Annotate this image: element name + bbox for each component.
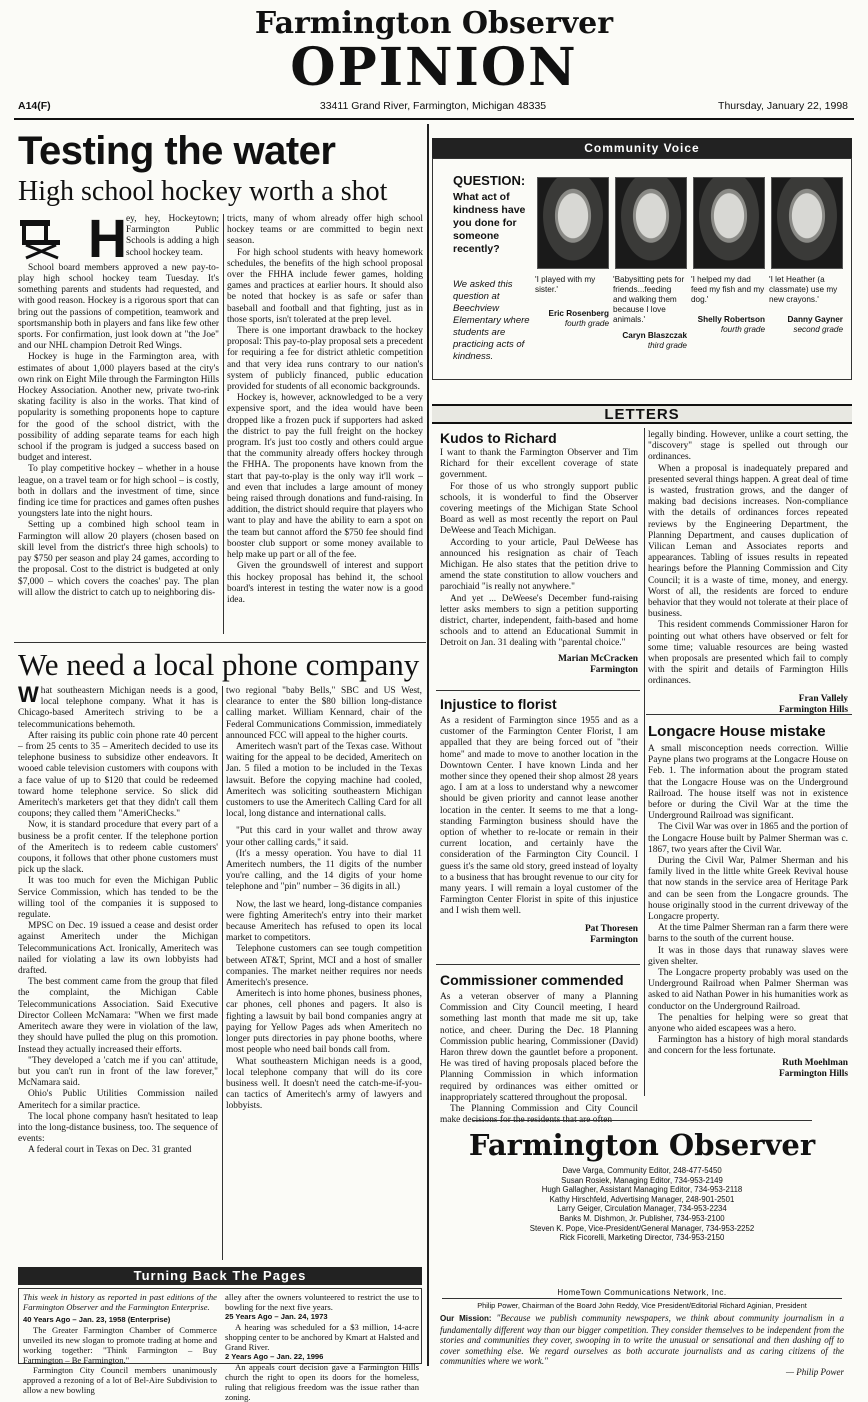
community-voice-banner: Community Voice bbox=[432, 138, 852, 158]
staff-line: Susan Rosiek, Managing Editor, 734-953-2149 bbox=[561, 1175, 723, 1185]
letter-continued bbox=[648, 430, 848, 715]
page-number: A14(F) bbox=[18, 100, 51, 112]
paragraph: At the time Palmer Sherman ran a farm there were barns to the south of the current house. bbox=[648, 923, 848, 945]
kid-grade: third grade bbox=[647, 341, 687, 350]
paragraph: After raising its public coin phone rate 40 percent – from 25 cents to 35 – Ameritech decided to use its telephone business to subsidize other endeavors. It wooed cable television customers with coupons with a face value of up to $120 that could be redeemed toward home telephone service. So slick did Ameritech's marketers get that they didn't call them coupons; they called them "AmeriChecks." bbox=[18, 730, 218, 820]
paragraph: The Civil War was over in 1865 and the portion of the Longacre House built by Palmer Sherman was c. 1867, two years after the Civil War. bbox=[648, 822, 848, 855]
kid-name: Caryn Blaszczak bbox=[622, 331, 687, 340]
staff-line: Hugh Gallagher, Assistant Managing Editor, 734-953-2118 bbox=[541, 1185, 743, 1195]
paragraph: The best comment came from the group that filed the complaint, the Michigan Cable Telecommunications Association. Said Executive Director Colleen McNamara: "When we first made Ameritech aware they were in violation of the law, they should have pulled the plug on this promotion. Instead they actually increased their efforts. bbox=[18, 977, 218, 1055]
masthead-rule bbox=[14, 118, 854, 120]
staff-line: Steven K. Pope, Vice-President/General Manager, 734-953-2252 bbox=[529, 1223, 755, 1233]
letter-commissioner bbox=[440, 992, 638, 1126]
issue-date: Thursday, January 22, 1998 bbox=[718, 100, 848, 112]
paragraph: To play competitive hockey – whether in a house league, on a travel team or for high school – is costly, both in dollars and the investment of time, since finding ice time for practices and games often pushes youngsters late into the night hours. bbox=[18, 464, 219, 520]
staff-line: Banks M. Dishmon, Jr. Publisher, 734-953-2100 bbox=[559, 1213, 725, 1223]
paragraph: According to your article, Paul DeWeese has announced his resignation as chair of Teach Michigan. He also states that the petition drive to amend the state constitution to allow vouchers and parochiaid "is really not anywhere." bbox=[440, 537, 638, 593]
turning-back-column-2 bbox=[225, 1292, 419, 1402]
editorial-subhead: High school hockey worth a shot bbox=[18, 176, 388, 207]
drop-cap: H bbox=[88, 209, 127, 269]
letter-divider bbox=[436, 690, 640, 691]
paragraph: There is one important drawback to the hockey proposal: This pay-to-play proposal sets a precedent for requiring a fee for district athletic competition and that very idea runs contrary to our nation's system of publicly financed, public education provided for students of all economic backgrounds. bbox=[227, 326, 423, 393]
kid-photo bbox=[615, 177, 687, 269]
paragraph: MPSC on Dec. 19 issued a cease and desist order against Ameritech under the Michigan Telecommunications Act. Ironically, Ameritech was nailed for violating a law its own lobbyists had drafted. bbox=[18, 921, 218, 977]
observer-logo: Farmington Observer bbox=[468, 1128, 816, 1162]
column-divider bbox=[222, 686, 223, 1260]
question-label: QUESTION: bbox=[453, 173, 526, 188]
column-divider bbox=[223, 214, 224, 634]
letter-divider bbox=[646, 714, 852, 715]
paragraph: When a proposal is inadequately prepared and presented several things happen. A great deal of time is wasted, frustration grows, and the danger of making bad decisions increases. Non-compliance with the details of ordinances forces repeated reviews by the Engineering Department, the Planning Department, and causes duplication of Vilican Leman and Associates reports and appearances. Tabling of issues results in repeated hearings before the Planning Commission and City Council; it is a waste of time, money, and energy. Worst of all, the residents are forced to endure behavior that they would not tolerate at their place of business. bbox=[648, 463, 848, 620]
paragraph: The penalties for helping were so great that anyone who aided escapees was a hero. bbox=[648, 1012, 848, 1035]
editorial-column-1 bbox=[18, 209, 219, 636]
phone-column-1 bbox=[18, 682, 218, 1262]
paragraph: Farmington City Council members unanimously approved a rezoning of a lot of Bel-Aire Subdivision to allow a new bowling bbox=[23, 1365, 217, 1395]
kid-name: Shelly Robertson bbox=[697, 315, 765, 324]
paragraph: A hearing was scheduled for a $3 million, 14-acre shopping center to be anchored by Kmart at Halsted and Grand River. bbox=[225, 1322, 419, 1352]
paragraph: Hockey is, however, acknowledged to be a very expensive sport, and the idea would have been dropped like a frozen puck if supporters had asked the district to pay the full freight on the hockey program. It's just too costly and others could argue that the community already offers hockey through the FHHA. The proponents have known from the start that pay-to-play is the only way it'll work – and even that includes a large amount of money being raised through donations and fund-raising. In addition, the district should require that players who want to play and have the ability to earn a spot on the team but cannot afford the $750 fee should find booster club support or some money available to help make up part or all of the fee. bbox=[227, 393, 423, 561]
paragraph: The Planning Commission and City Council make decisions for the residents that are often bbox=[440, 1104, 638, 1126]
letter-signature: Ruth Moehlman bbox=[782, 1057, 848, 1068]
question-text: What act of kindness have you done for someone recently? bbox=[453, 191, 526, 255]
letter-headline: Longacre House mistake bbox=[648, 723, 826, 740]
paragraph: An appeals court decision gave a Farmington Hills church the right to open its doors for the homeless, ruling that religious freedom was the issue rather than zoning. bbox=[225, 1362, 419, 1402]
staff-line: Dave Varga, Community Editor, 248-477-5450 bbox=[562, 1166, 722, 1175]
phone-headline: We need a local phone company bbox=[18, 647, 420, 682]
paragraph: Now, it is standard procedure that every part of a business be a profit center. If the telephone portion of the Ameritech is to redeem cable customers' coupons, it follows that other phone customers must pick up the slack. bbox=[18, 820, 218, 876]
letter-signature-place: Farmington Hills bbox=[778, 704, 848, 715]
paragraph: I want to thank the Farmington Observer and Tim Richard for their excellent coverage of state government. bbox=[440, 448, 638, 481]
kid-response bbox=[769, 275, 843, 335]
paragraph: During the Civil War, Palmer Sherman and his family lived in the little white Greek Revival house that now stands in the service area of Heritage Park and can be seen from the Longacre grounds. The house originally stood in the current driveway of the Longacre property. bbox=[648, 856, 848, 923]
kid-quote-text: 'I let Heather (a classmate) use my new crayons.' bbox=[769, 275, 838, 304]
paragraph: Telephone customers can see tough competition between AT&T, Sprint, MCI and a host of smaller companies. The market neither requires nor needs Ameritech's presence. bbox=[226, 944, 422, 989]
section-title: OPINION bbox=[290, 37, 578, 98]
editorial-headline: Testing the water bbox=[18, 129, 336, 173]
paragraph bbox=[18, 682, 218, 731]
letter-signature: Marian McCracken bbox=[558, 653, 638, 664]
paragraph: Setting up a combined high school team in Farmington will allow 20 players (chosen based on skill level from the district's three high schools) to pay $750 per season and play 24 games, according to the proposal. Cost to the district is budgeted at only $7,000 – which covers the coaches' pay. The plan will allow the district to catch up to neighboring dis- bbox=[18, 520, 219, 598]
paragraph: School board members approved a new pay-to-play high school hockey team Tuesday. It's something parents and students had requested, and with good reason. Hockey is a rigorous sport that can bring out the passions of competition, teamwork and sportsmanship both in players and fans like few other sports. For confirmation, just look down at "the Joe" and our NHL champion Detroit Red Wings. bbox=[18, 262, 219, 352]
history-heading: 40 Years Ago – Jan. 23, 1958 (Enterprise) bbox=[23, 1315, 171, 1324]
kid-photo bbox=[771, 177, 843, 269]
staff-line: Kathy Hirschfeld, Advertising Manager, 248-901-2501 bbox=[549, 1194, 735, 1204]
paragraph: Farmington has a history of high moral standards and concern for the less fortunate. bbox=[648, 1035, 848, 1057]
kid-quote-text: 'Babysitting pets for friends...feeding and walking them because I love animals.' bbox=[613, 275, 685, 324]
paragraph: It was too much for even the Michigan Public Service Commission, which has tended to be the willing tool of the companies it is supposed to regulate. bbox=[18, 876, 218, 921]
paragraph: As a veteran observer of many a Planning Commission and City Council meeting, I heard something last month that made me sit up, take notice, and cheer. During the Dec. 18 Planning Commission public hearing, Commissioner (David) Haron threw down the gauntlet before a proponent. He was tired of having proposals placed before the Planning Commission in which information required by ordinances was either omitted or inappropriately scattered throughout the proposal. bbox=[440, 992, 638, 1103]
paragraph: The local phone company hasn't hesitated to leap into the long-distance business, too. The sequence of events: bbox=[18, 1111, 218, 1145]
kid-grade: fourth grade bbox=[564, 319, 609, 328]
kid-grade: fourth grade bbox=[720, 325, 765, 334]
intro: This week in history as reported in past editions of the Farmington Observer and the Farmington Enterprise. bbox=[23, 1292, 217, 1312]
paragraph: And yet ... DeWeese's December fund-raising letter asks members to sign a petition supporting district, charter, independent, faith-based and home schools and to attend an Educational Summit in Detroit on Jan. 31 dealing with "parental choice." bbox=[440, 593, 638, 649]
letter-kudos bbox=[440, 448, 638, 688]
section-divider bbox=[14, 642, 426, 643]
letter-signature-place: Farmington bbox=[590, 664, 638, 675]
paragraph: The Greater Farmington Chamber of Commerce unveiled its new slogan to promote trading at home and working together: "Think Farmington – Buy Farmington – Be Farmington." bbox=[23, 1325, 217, 1365]
kid-quote-text: 'I played with my sister.' bbox=[535, 275, 596, 294]
mission-signature: — Philip Power bbox=[786, 1366, 844, 1377]
paragraph: tricts, many of whom already offer high school hockey teams or are committed to begin next season. bbox=[227, 214, 423, 247]
kid-response bbox=[535, 275, 609, 329]
letter-florist bbox=[440, 716, 638, 956]
kid-name: Danny Gayner bbox=[787, 315, 843, 324]
staff-box-rule bbox=[472, 1120, 812, 1121]
question-note: We asked this question at Beechview Elementary where students are practicing acts of kindness. bbox=[453, 279, 530, 362]
paragraph: A small misconception needs correction. Willie Payne plans two programs at the Longacre House on Feb. 1. The information about the program stated that the Longacre House was on the Underground Railroad. The house itself was not in existence before or during the Civil War at the time the Underground Railroad was significant. bbox=[648, 744, 848, 822]
paragraph: Given the groundswell of interest and support this hockey proposal has behind it, the school board's interest in testing the water now is a good idea. bbox=[227, 561, 423, 605]
kid-response bbox=[613, 275, 687, 351]
kid-photo bbox=[537, 177, 609, 269]
network-name: HomeTown Communications Network, Inc. bbox=[442, 1288, 842, 1299]
paragraph: Ameritech wasn't part of the Texas case. Without waiting for the appeal to be decided, Ameritech on Jan. 5 filed a motion to be included in the Texas lawsuit. Before the copying machine had cooled, Ameritech was soliciting southeastern Michigan customers to use the Ameritech Calling Card for all local, long distance and international calls. bbox=[226, 742, 422, 820]
history-heading: 25 Years Ago – Jan. 24, 1973 bbox=[225, 1312, 328, 1321]
staff-list bbox=[432, 1166, 852, 1243]
paragraph: For high school students with heavy homework schedules, the benefits of the high school proposal over the FHHA include fewer games, holding games and practices at earlier hours. It should also be noted that hockey is as safe or safer than baseball and football and that fighting, just as in those sports, isn't tolerated at the prep level. bbox=[227, 247, 423, 325]
letters-banner: LETTERS bbox=[432, 404, 852, 424]
staff-line: Rick Ficorelli, Marketing Director, 734-953-2150 bbox=[559, 1233, 725, 1243]
dateline bbox=[18, 100, 848, 116]
community-voice-box bbox=[432, 158, 852, 380]
paragraph: As a resident of Farmington since 1955 and as a customer of the Farmington Center Florist, I am appalled that they are being forced out of "their home" and made to move to another location in the Downtown Center. I have known Linda and her mother since they opened their shop almost 28 years ago. I am at a loss to understand why a newcomer should be given priority and cannot lease another location in the center. It seems to me that a long-standing Farmington business should have the option of whether to re-locate or remain in their current location, and certainly have the consideration of the Farmington City Council. I guess it's the same old story, greed instead of loyalty to a business that has brought revenue to our city for many years. I will remain a loyal customer of the Farmington Center Florist in spite of this injustice and I wish them well. bbox=[440, 716, 638, 917]
paragraph: This resident commends Commissioner Haron for pointing out what others have observed or felt for some time; valuable resources are being wasted when proposals are presented which fail to comply with the spirit and details of Farmington Hills ordinances. bbox=[648, 620, 848, 687]
paragraph-text: hat southeastern Michigan needs is a good, local telephone company. What it has is Chicago-based Ameritech striving to be a telecommunications behemoth. bbox=[18, 686, 218, 730]
letter-longacre bbox=[648, 744, 848, 1096]
turning-back-column-1 bbox=[23, 1292, 217, 1395]
paragraph: Ohio's Public Utilities Commission nailed Ameritech for a similar practice. bbox=[18, 1089, 218, 1111]
staff-line: Larry Geiger, Circulation Manager, 734-953-2234 bbox=[557, 1204, 727, 1214]
paragraph: A federal court in Texas on Dec. 31 granted bbox=[28, 1145, 192, 1156]
staff-box bbox=[432, 1100, 852, 1377]
letter-signature-place: Farmington bbox=[590, 934, 638, 945]
history-heading: 2 Years Ago – Jan. 22, 1996 bbox=[225, 1352, 324, 1361]
masthead-title: Farmington Observer bbox=[254, 6, 614, 41]
paragraph: Ameritech is into home phones, business phones, car phones, cell phones and pagers. It also is fighting a lawsuit by bail bond companies angry at paying for Yellow Pages ads when Ameritech no longer puts directories in pay phone booths, where most people who need bail bonds call from. bbox=[226, 989, 422, 1056]
mission-text: "Because we publish community newspapers, we think about community journalism in a fundamentally different way than our bigger competition. They consider themselves to be independent from the stories and communities they cover, swooping in to write the unusual or sensational and then dashing off to cover something else. We regard ourselves as both accurate journalists and as caring citizens of the communities where we work." bbox=[440, 1313, 844, 1367]
kid-quote-text: 'I helped my dad feed my fish and my dog.' bbox=[691, 275, 765, 304]
turning-back-banner: Turning Back The Pages bbox=[18, 1267, 422, 1285]
paragraph: two regional "baby Bells," SBC and US West, clearance to enter the $80 billion long-distance calling market. William Kennard, chair of the Federal Communications Commission, immediately announced FCC will appeal to the higher courts. bbox=[226, 686, 422, 741]
column-divider bbox=[644, 428, 645, 1096]
letter-headline: Commissioner commended bbox=[440, 972, 624, 988]
editorial-column-2 bbox=[227, 214, 423, 636]
mission-label: Our Mission: bbox=[440, 1314, 492, 1323]
paragraph: "They developed a 'catch me if you can' attitude, but you can't run in front of the law forever," McNamara said. bbox=[18, 1055, 218, 1089]
paragraph: For those of us who strongly support public schools, it is wonderful to find the Observer covering meetings of the Michigan State School Board as well as most recently the report on Paul DeWeese and Teach Michigan. bbox=[440, 481, 638, 537]
page-column-divider bbox=[427, 124, 429, 1366]
letter-signature-place: Farmington Hills bbox=[778, 1068, 848, 1079]
paragraph: ey, hey, Hockeytown; Farmington Public Schools is adding a high school hockey team. bbox=[126, 214, 219, 258]
kid-name: Eric Rosenberg bbox=[548, 309, 609, 318]
paragraph: legally binding. However, unlike a court setting, the "discovery" stage is spelled out through our ordinances. bbox=[648, 430, 848, 463]
letter-divider bbox=[436, 964, 640, 965]
drop-cap: W bbox=[18, 682, 39, 707]
paragraph: What southeastern Michigan needs is a good, local telephone company that will do its core business well. It doesn't need the catch-me-if-you-can tactics of Ameritech's army of lawyers and lobbyists. bbox=[226, 1056, 422, 1112]
paragraph: alley after the owners volunteered to restrict the use to bowling for the next five years. bbox=[225, 1292, 419, 1312]
paragraph: "Put this card in your wallet and throw away your other calling cards," it said. bbox=[226, 826, 422, 848]
kid-photo bbox=[693, 177, 765, 269]
paragraph: The Longacre property probably was used on the Underground Railroad when Palmer Sherman was asked to aid Nathan Power in his humanities work as conductor on the Underground Railroad. bbox=[648, 968, 848, 1012]
letter-headline: Kudos to Richard bbox=[440, 430, 557, 446]
paragraph: (It's a messy operation. You have to dial 11 Ameritech numbers, the 11 digits of the number you're calling, and the 14 digits of your home telephone and "pin" number – 36 digits in all.) bbox=[226, 848, 422, 893]
letter-signature: Fran Vallely bbox=[798, 693, 848, 704]
phone-column-2 bbox=[226, 686, 422, 1262]
paragraph: It was in those days that runaway slaves were given shelter. bbox=[648, 945, 848, 967]
letter-headline: Injustice to florist bbox=[440, 696, 557, 712]
turning-back-box bbox=[18, 1288, 422, 1402]
network-officers: Philip Power, Chairman of the Board John Reddy, Vice President/Editorial Richard Aginian, President bbox=[477, 1301, 807, 1310]
letter-signature: Pat Thoresen bbox=[584, 923, 638, 934]
kid-grade: second grade bbox=[793, 325, 843, 334]
address: 33411 Grand River, Farmington, Michigan 48335 bbox=[319, 100, 547, 112]
mission-statement bbox=[440, 1313, 844, 1378]
paragraph: Now, the last we heard, long-distance companies were fighting Ameritech's entry into their market because Ameritech has refused to open its local market to competitors. bbox=[226, 899, 422, 944]
paragraph: Hockey is huge in the Farmington area, with estimates of about 1,000 players based at the city's own rink on Eight Mile through the Farmington Hills Hockey Association. Another new, private two-rink skating facility is also in the works. That kind of popularity is something proponents hope to capture for the good of the school district, with the possibility of adding separate teams for each high school if the program is judged a success based on budget and interest. bbox=[18, 352, 219, 464]
kid-response bbox=[691, 275, 765, 335]
